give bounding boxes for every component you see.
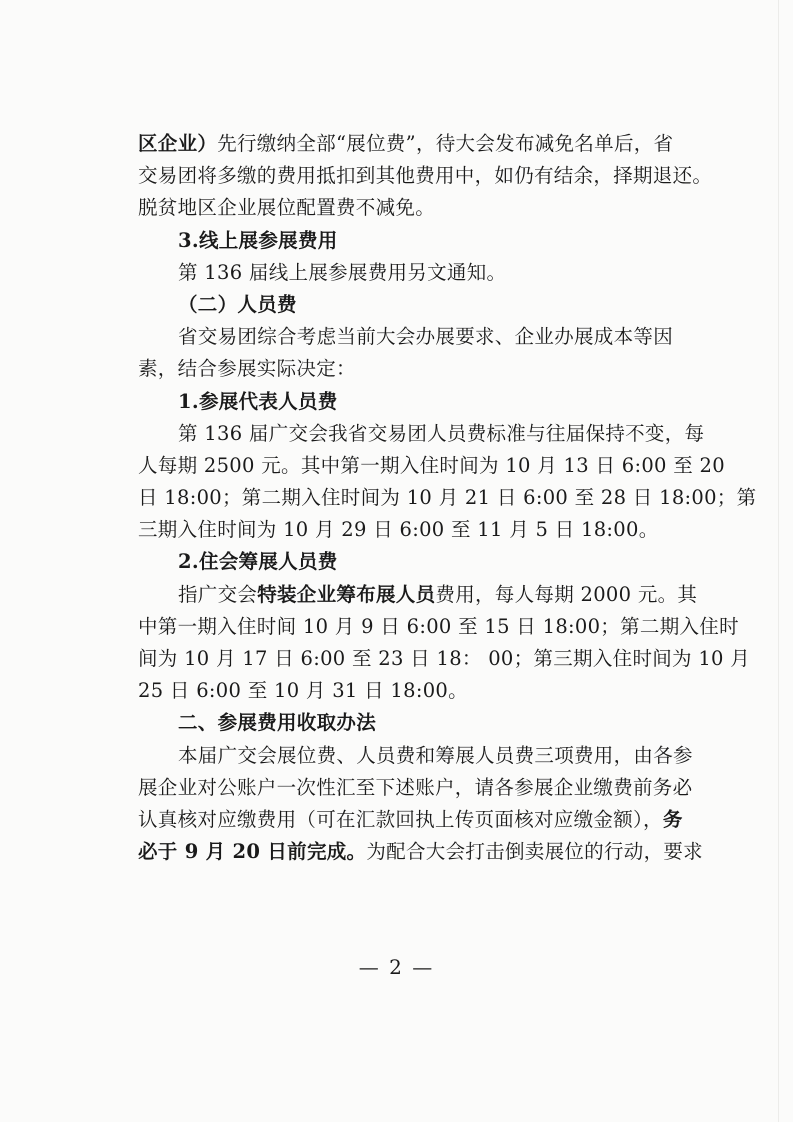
bold-text: （二）人员费: [178, 292, 297, 316]
text-line: [138, 386, 678, 418]
text-line: [138, 579, 698, 611]
page-number: — 2 —: [358, 955, 435, 979]
text-line: [138, 772, 693, 804]
body-text: 中第一期入住时间 10 月 9 日 6:00 至 15 日 18:00；第二期入住时: [138, 614, 739, 638]
text-line: [138, 321, 678, 353]
body-text: 为配合大会打击倒卖展位的行动，要求: [366, 840, 703, 864]
bold-text: 二、参展费用收取办法: [178, 711, 377, 735]
text-line: [138, 643, 751, 675]
body-text: 费用，每人每期 2000 元。其: [435, 582, 698, 606]
text-line: [138, 707, 678, 739]
text-line: [138, 128, 678, 160]
body-text: 省交易团综合考虑当前大会办展要求、企业办展成本等因: [178, 325, 674, 349]
body-text: 素，结合参展实际决定：: [138, 357, 356, 381]
text-line: [138, 225, 678, 257]
body-text: 先行缴纳全部“展位费”，待大会发布减免名单后，省: [217, 132, 674, 155]
text-line: [138, 740, 693, 772]
text-line: [138, 192, 678, 224]
body-text: 指广交会: [178, 582, 258, 606]
body-text: 展企业对公账户一次性汇至下述账户，请各参展企业缴费前务必: [138, 775, 693, 799]
body-text: 人每期 2500 元。其中第一期入住时间为 10 月 13 日 6:00 至 20: [138, 453, 725, 477]
body-text: 第 136 届线上展参展费用另文通知。: [178, 260, 507, 284]
body-text: 第 136 届广交会我省交易团人员费标准与往届保持不变，每: [178, 421, 705, 445]
text-line: [138, 482, 757, 514]
text-line: [138, 836, 703, 868]
body-text: 交易团将多缴的费用抵扣到其他费用中，如仍有结余，择期退还。: [138, 164, 713, 188]
text-line: [138, 450, 725, 482]
text-line: [138, 514, 678, 546]
body-text: 间为 10 月 17 日 6:00 至 23 日 18： 00；第三期入住时间为 10 月: [138, 647, 751, 670]
bold-text: 2.住会筹展人员费: [178, 550, 338, 574]
body-text: 认真核对应缴费用（可在汇款回执上传页面核对应缴金额），: [138, 807, 663, 831]
text-line: [138, 675, 678, 707]
text-line: [138, 546, 678, 578]
body-text: 三期入住时间为 10 月 29 日 6:00 至 11 月 5 日 18:00。: [138, 518, 659, 542]
body-text: 本届广交会展位费、人员费和筹展人员费三项费用，由各参: [178, 743, 693, 767]
page-edge: [778, 0, 779, 1122]
text-line: [138, 289, 678, 321]
document-body: [138, 128, 757, 868]
bold-text: 必于 9 月 20 日前完成。: [138, 840, 367, 864]
bold-text: 特装企业筹布展人员: [257, 582, 436, 606]
text-line: [138, 160, 713, 192]
text-line: [138, 353, 678, 385]
text-line: [138, 257, 678, 289]
bold-text: 区企业）: [138, 132, 218, 155]
bold-text: 1.参展代表人员费: [178, 389, 338, 413]
bold-text: 3.线上展参展费用: [178, 228, 338, 252]
body-text: 脱贫地区企业展位配置费不减免。: [138, 196, 436, 220]
bold-text: 务: [662, 807, 683, 831]
text-line: [138, 418, 705, 450]
text-line: [138, 611, 739, 643]
text-line: [138, 804, 683, 836]
body-text: 25 日 6:00 至 10 月 31 日 18:00。: [138, 679, 468, 703]
body-text: 日 18:00；第二期入住时间为 10 月 21 日 6:00 至 28 日 18:00；第: [138, 486, 757, 510]
